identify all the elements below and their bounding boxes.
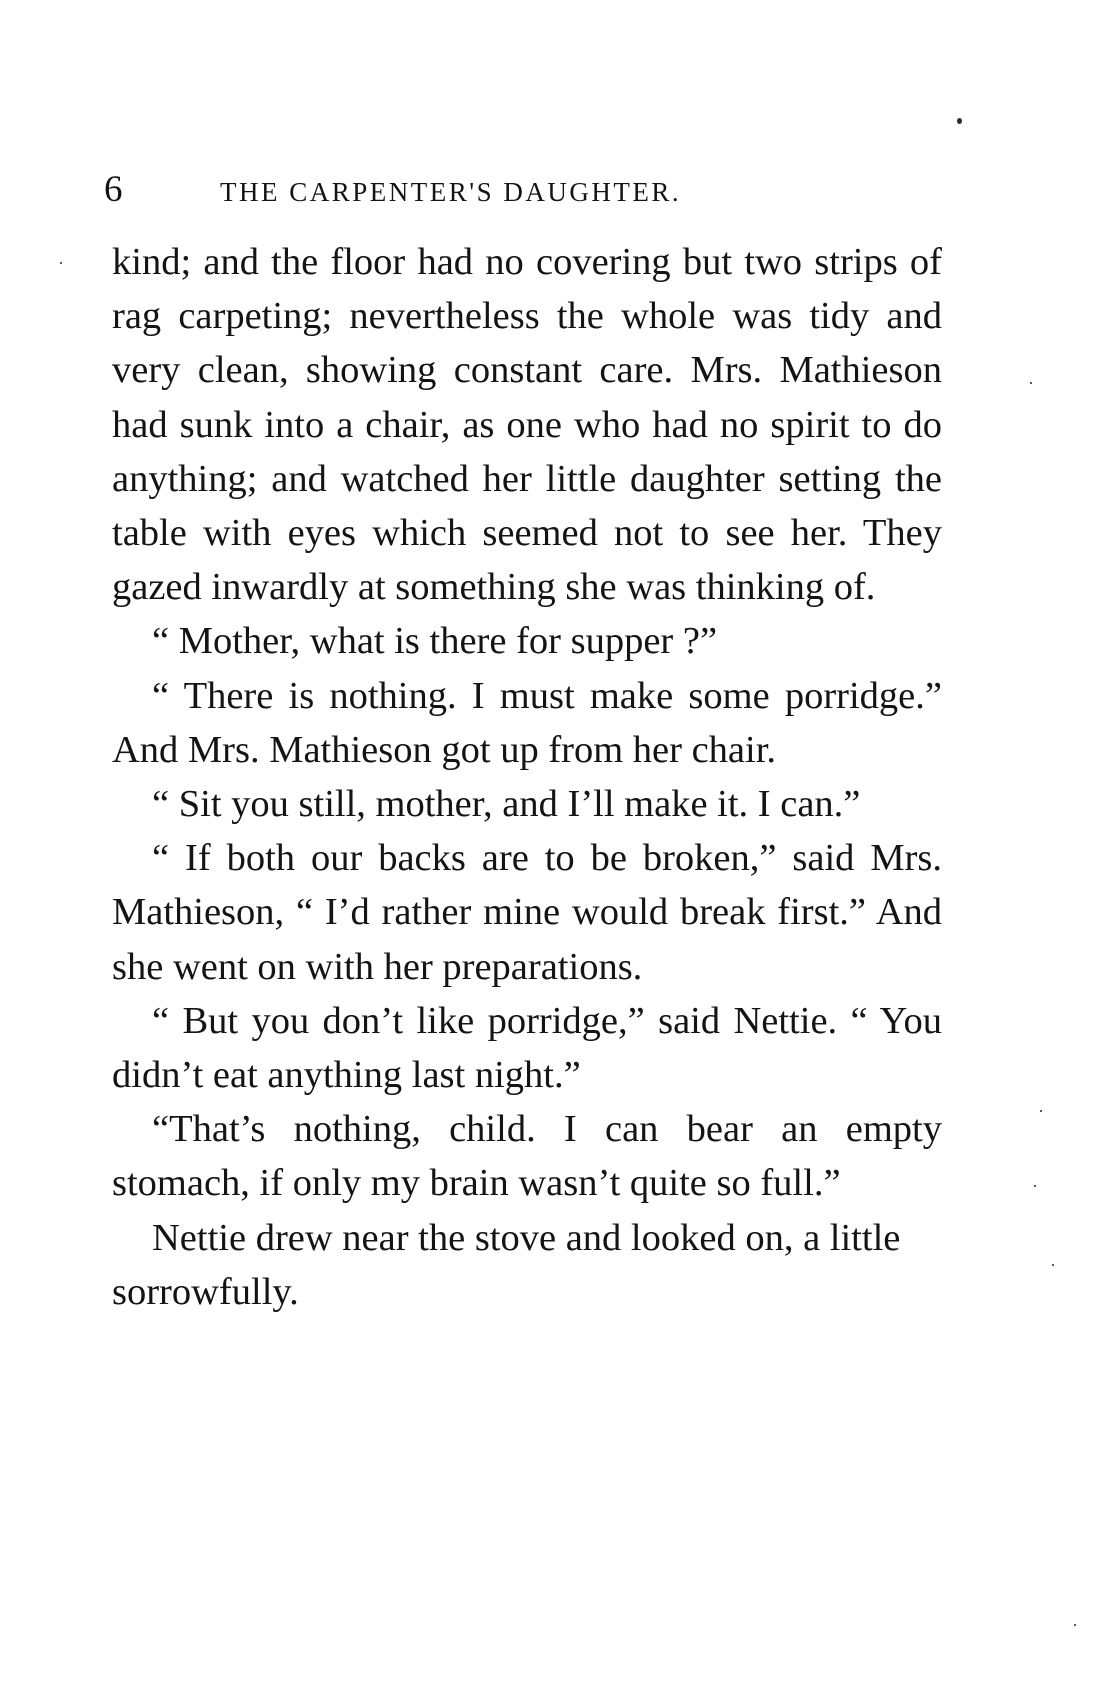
paragraph: “ But you don’t like porridge,” said Nettie. “ You didn’t eat anything last night.” (112, 999, 942, 1097)
paragraph: “ Mother, what is there for supper ?” (152, 620, 718, 663)
paragraph: kind; and the floor had no covering but two strips of rag carpeting; nevertheless the whole was tidy and very clean, showing constant care. Mrs. Mathieson had sunk into a chair, as one who had no spirit to do anything; and watched her little daughter setting the table with eyes which seemed not to see her. They gazed inwardly at something she was thinking of. (112, 241, 942, 609)
print-speck (1034, 1185, 1036, 1187)
paragraph: Nettie drew near the stove and looked on, a little sorrowfully. (112, 1216, 901, 1313)
print-speck (1052, 1264, 1054, 1266)
page-number: 6 (104, 169, 123, 210)
print-speck (957, 118, 962, 124)
page-header (104, 168, 864, 212)
paragraph: “ If both our backs are to be broken,” said Mrs. Mathieson, “ I’d rather mine would break first.” And she went on with her preparations. (112, 837, 942, 988)
print-speck (1030, 382, 1032, 384)
print-speck (1040, 1110, 1042, 1112)
body-text (112, 235, 942, 1319)
paragraph: “ Sit you still, mother, and I’ll make it. I can.” (152, 783, 861, 826)
paragraph: “That’s nothing, child. I can bear an empty stomach, if only my brain wasn’t quite so full.” (112, 1108, 942, 1205)
print-speck (60, 262, 62, 264)
print-speck (1074, 1624, 1076, 1626)
running-head: THE CARPENTER'S DAUGHTER. (220, 177, 682, 207)
paragraph: “ There is nothing. I must make some porridge.” And Mrs. Mathieson got up from her chair. (112, 674, 942, 771)
